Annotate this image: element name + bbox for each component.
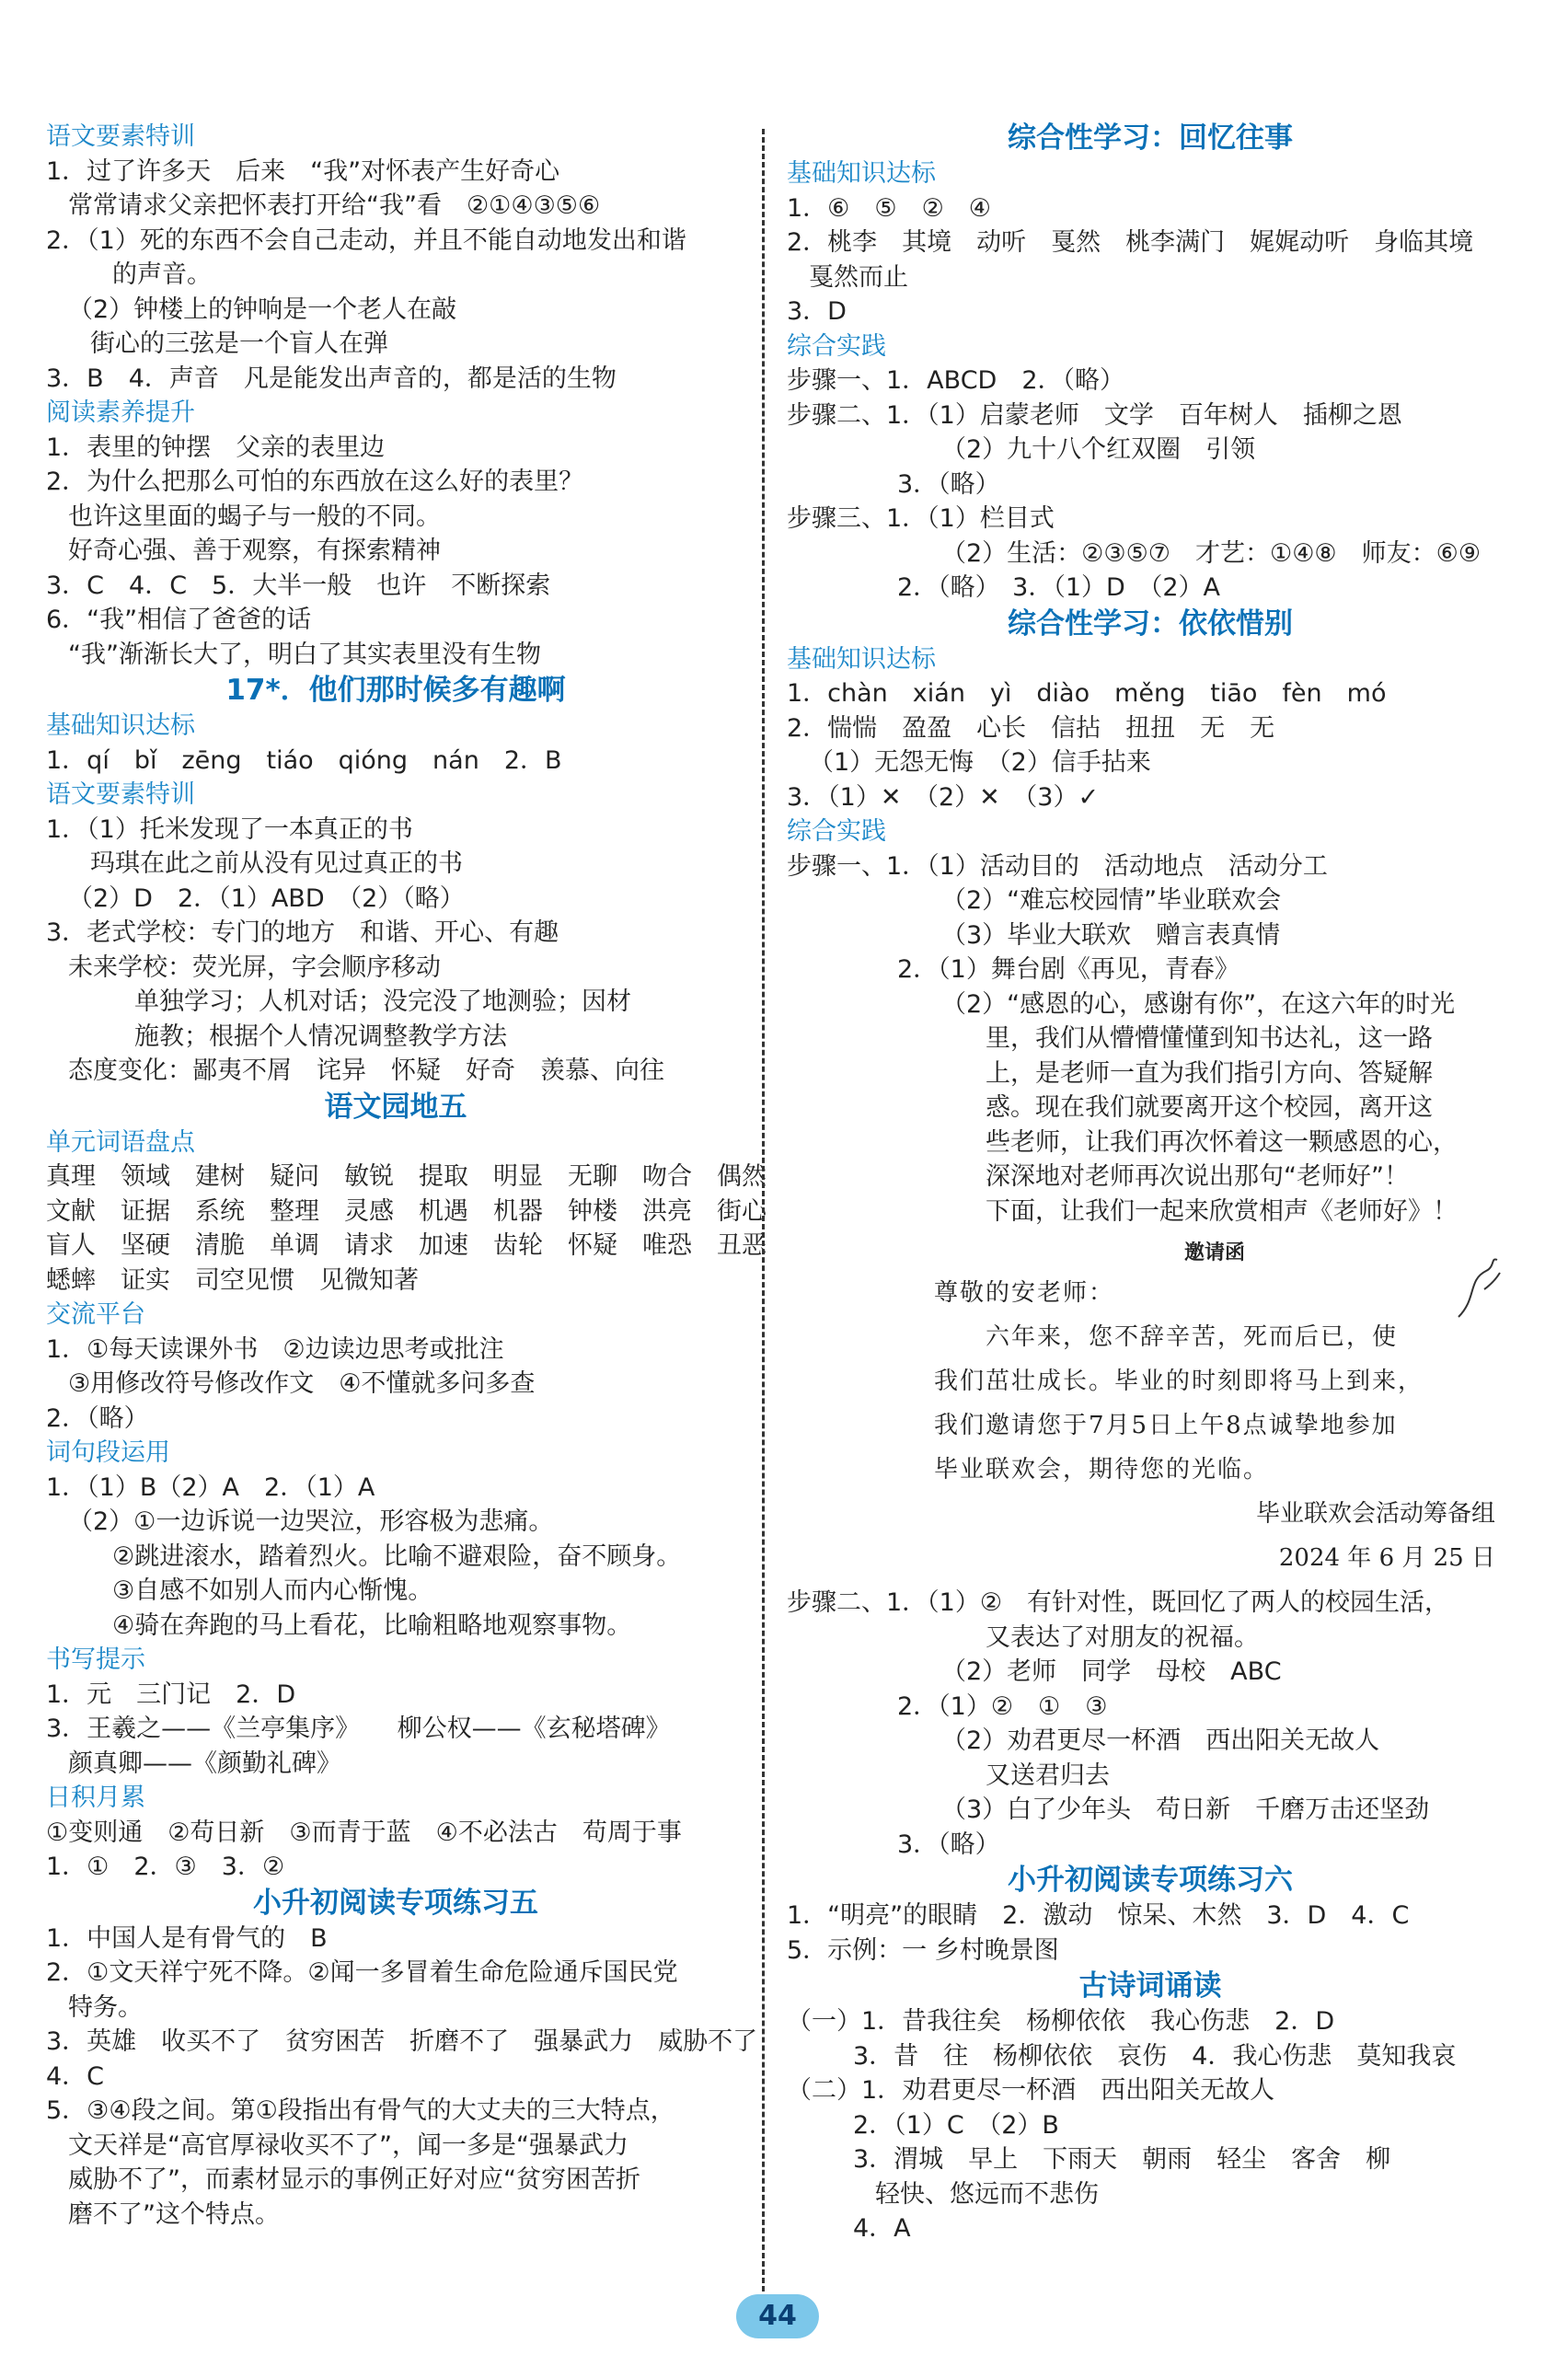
lesson-title: 小升初阅读专项练习五 [253,1886,538,1920]
answer-line: 步骤二、1．（1）启蒙老师 文学 百年树人 插柳之恩 [787,400,1402,430]
invitation-letter [934,1234,1495,1580]
answer-line: （二）1．劝君更尽一杯酒 西出阳关无故人 [787,2076,1275,2105]
invitation-body-line: 我们邀请您于7月5日上午8点诚挚地参加 [934,1412,1398,1439]
answer-line: （2）“难忘校园情”毕业联欢会 [941,886,1282,915]
answer-line: 1．①每天读课外书 ②边读边思考或批注 [46,1334,504,1364]
answer-line: 2．（1）② ① ③ [897,1691,1108,1721]
section-heading: 基础知识达标 [787,159,936,188]
swirl-decoration-icon [1449,1252,1505,1326]
answer-line: ④骑在奔跑的马上看花，比喻粗略地观察事物。 [112,1610,632,1640]
answer-line: （1）无怨无悔 （2）信手拈来 [809,748,1151,777]
answer-line: （2）劝君更尽一杯酒 西出阳关无故人 [941,1726,1380,1755]
answer-line: 1．⑥ ⑤ ② ④ [787,193,991,223]
answer-line: （一）1．昔我往矣 杨柳依依 我心伤悲 2．D [787,2007,1335,2036]
answer-line: 2．（1）C （2）B [853,2110,1059,2140]
answer-line: 步骤三、1．（1）栏目式 [787,504,1055,533]
section-heading: 语文要素特训 [46,122,195,151]
answer-line: 2．①文天祥宁死不降。②闻一多冒着生命危险通斥国民党 [46,1958,678,1987]
answer-line: 磨不了”这个特点。 [68,2199,280,2229]
section-heading: 基础知识达标 [46,711,195,740]
answer-line: 4．A [853,2214,911,2243]
invitation-signer: 毕业联欢会活动筹备组 [1255,1500,1495,1528]
section-heading: 综合实践 [787,817,886,846]
answer-line: ①变则通 ②苟日新 ③而青于蓝 ④不必法古 苟周于事 [46,1818,682,1847]
answer-line: 街心的三弦是一个盲人在弹 [90,329,388,358]
answer-line: （2）九十八个红双圈 引领 [941,435,1256,464]
lesson-title: 综合性学习：回忆往事 [1008,121,1293,155]
answer-line: 2．（1）舞台剧《再见，青春》 [897,955,1239,984]
lesson-title: 古诗词诵读 [1078,1969,1222,2003]
invitation-greeting: 尊敬的安老师： [934,1279,1115,1307]
left-column [46,120,767,2232]
answer-line: 蟋蟀 证实 司空见惯 见微知著 [46,1265,419,1295]
section-heading: 单元词语盘点 [46,1127,195,1157]
column-divider [762,129,765,2291]
answer-line: 3．（略） [897,469,1000,499]
answer-line: （2）D 2．（1）ABD （2）（略） [68,883,465,913]
answer-line: 上，是老师一直为我们指引方向、答疑解 [986,1058,1433,1088]
answer-line: 3．老式学校：专门的地方 和谐、开心、有趣 [46,918,559,947]
answer-line: 4．C [46,2061,105,2091]
answer-line: 轻快、悠远而不悲伤 [875,2179,1099,2209]
section-heading: 日积月累 [46,1784,145,1812]
answer-line: （2）生活：②③⑤⑦ 才艺：①④⑧ 师友：⑥⑨ [941,538,1482,568]
answer-line: 文献 证据 系统 整理 灵感 机遇 机器 钟楼 洪亮 街心 [46,1196,767,1226]
answer-line: 也许这里面的蝎子与一般的不同。 [68,502,441,531]
answer-line: 1．qí bǐ zēng tiáo qióng nán 2．B [46,745,562,775]
answer-line: “我”渐渐长大了，明白了其实表里没有生物 [68,640,541,669]
answer-line: 深深地对老师再次说出那句“老师好”！ [986,1162,1409,1191]
lesson-title: 17*．他们那时候多有趣啊 [225,674,566,707]
answer-line: （3）白了少年头 苟日新 千磨万击还坚劲 [941,1795,1430,1824]
answer-line: ③用修改符号修改作文 ④不懂就多问多查 [68,1369,536,1398]
answer-line: 步骤一、1．（1）活动目的 活动地点 活动分工 [787,851,1328,881]
answer-line: 6．“我”相信了爸爸的话 [46,606,312,634]
answer-line: （2）钟楼上的钟响是一个老人在敲 [68,294,457,324]
answer-line: 态度变化：鄙夷不屑 诧异 怀疑 好奇 羡慕、向往 [68,1056,664,1085]
answer-line: 3．（略） [897,1830,1000,1859]
answer-line: 好奇心强、善于观察，有探索精神 [68,537,441,565]
answer-line: 常常请求父亲把怀表打开给“我”看 ②①④③⑤⑥ [68,191,601,220]
section-heading: 交流平台 [46,1300,145,1329]
lesson-title: 小升初阅读专项练习六 [1008,1864,1293,1897]
answer-line: 里，我们从懵懵懂懂到知书达礼，这一路 [986,1024,1433,1053]
invitation-body-line: 六年来，您不辞辛苦，死而后已，使 [934,1323,1399,1351]
answer-line: 3．昔 往 杨柳依依 哀伤 4．我心伤悲 莫知我哀 [853,2041,1457,2071]
answer-line: 单独学习；人机对话；没完没了地测验；因材 [134,987,631,1016]
page-number: 44 [736,2294,819,2338]
answer-line: 步骤一、1．ABCD 2．（略） [787,366,1125,395]
answer-line: 下面，让我们一起来欣赏相声《老师好》！ [986,1196,1458,1226]
answer-line: 1．（1）B（2）A 2．（1）A [46,1472,375,1502]
answer-line: 2．为什么把那么可怕的东西放在这么好的表里？ [46,468,584,496]
answer-line: 1．表里的钟摆 父亲的表里边 [46,433,386,462]
answer-line: 2．（略） [46,1403,149,1433]
answer-line: 步骤二、1．（1）② 有针对性，既回忆了两人的校园生活， [787,1588,1450,1617]
answer-line: 1．chàn xián yì diào měng tiāo fèn mó [787,679,1387,708]
answer-line: 1．“明亮”的眼睛 2．激动 惊呆、木然 3．D 4．C [787,1901,1410,1930]
section-heading: 综合实践 [787,331,886,361]
answer-line: 的声音。 [112,260,212,289]
answer-line: 玛琪在此之前从没有见过真正的书 [90,849,463,878]
section-heading: 基础知识达标 [787,644,936,674]
answer-line: 3．英雄 收买不了 贫穷困苦 折磨不了 强暴武力 威胁不了 [46,2027,758,2056]
answer-line: 戛然而止 [809,262,908,292]
answer-line: 1．元 三门记 2．D [46,1680,296,1709]
answer-line: （2）“感恩的心，感谢有你”，在这六年的时光 [941,989,1456,1019]
answer-line: 施教；根据个人情况调整教学方法 [134,1022,507,1051]
answer-line: 颜真卿——《颜勤礼碑》 [68,1749,341,1778]
answer-line: 1．中国人是有骨气的 B [46,1923,328,1953]
answer-line: 3．D [787,297,847,326]
lesson-title: 语文园地五 [324,1090,467,1124]
answer-line: 3．王羲之——《兰亭集序》 柳公权——《玄秘塔碑》 [46,1714,671,1743]
section-heading: 词句段运用 [46,1438,170,1467]
answer-line: 真理 领域 建树 疑问 敏锐 提取 明显 无聊 吻合 偶然 [46,1162,767,1191]
answer-line: 威胁不了”，而素材显示的事例正好对应“贫穷困苦折 [68,2165,640,2194]
answer-line: 未来学校：荧光屏，字会顺序移动 [68,952,441,982]
answer-line: 3．（1）✕ （2）✕ （3）✓ [787,782,1100,812]
answer-line: 特务。 [68,1992,143,2022]
section-heading: 书写提示 [46,1645,145,1674]
answer-line: 5．③④段之间。第①段指出有骨气的大丈夫的三大特点， [46,2096,675,2125]
answer-line: 2．惴惴 盈盈 心长 信拈 扭扭 无 无 [787,713,1275,743]
answer-line: 3．渭城 早上 下雨天 朝雨 轻尘 客舍 柳 [853,2145,1391,2174]
invitation-body-line: 毕业联欢会，期待您的光临。 [934,1456,1270,1483]
answer-line: （3）毕业大联欢 赠言表真情 [941,920,1281,950]
answer-line: 些老师，让我们再次怀着这一颗感恩的心， [986,1127,1458,1157]
answer-line: 5．示例：一 乡村晚景图 [787,1935,1059,1965]
answer-line: ②跳进滚水，踏着烈火。比喻不避艰险，奋不顾身。 [112,1541,682,1571]
answer-line: 3．B 4．声音 凡是能发出声音的，都是活的生物 [46,364,617,393]
answer-line: 1．① 2．③ 3．② [46,1853,285,1881]
answer-line: ③自感不如别人而内心惭愧。 [112,1576,433,1605]
invitation-date: 2024 年 6 月 25 日 [1278,1544,1495,1572]
answer-line: 3．C 4．C 5．大半一般 也许 不断探索 [46,571,551,600]
section-heading: 阅读素养提升 [46,398,195,427]
answer-line: 又表达了对朋友的祝福。 [986,1622,1259,1652]
answer-line: 1．过了许多天 后来 “我”对怀表产生好奇心 [46,156,560,186]
answer-line: 2．桃李 其境 动听 戛然 桃李满门 娓娓动听 身临其境 [787,228,1474,257]
section-heading: 语文要素特训 [46,780,195,809]
answer-line: 盲人 坚硬 清脆 单调 请求 加速 齿轮 怀疑 唯恐 丑恶 [46,1231,767,1260]
answer-line: 惑。现在我们就要离开这个校园，离开这 [986,1093,1433,1122]
lesson-title: 综合性学习：依依惜别 [1008,606,1293,641]
answer-line: 2．（1）死的东西不会自己走动，并且不能自动地发出和谐 [46,225,686,255]
answer-line: （2）老师 同学 母校 ABC [941,1657,1282,1686]
invitation-heading: 邀请函 [1183,1241,1245,1264]
answer-line: 又送君归去 [986,1760,1110,1790]
answer-line: 2．（略） 3．（1）D （2）A [897,573,1220,602]
answer-line: （2）①一边诉说一边哭泣，形容极为悲痛。 [68,1507,554,1536]
answer-line: 文天祥是“高官厚禄收买不了”，闻一多是“强暴武力 [68,2130,628,2160]
right-column [787,120,1514,2246]
answer-line: 1．（1）托米发现了一本真正的书 [46,814,413,844]
invitation-body-line: 我们茁壮成长。毕业的时刻即将马上到来， [934,1368,1424,1395]
